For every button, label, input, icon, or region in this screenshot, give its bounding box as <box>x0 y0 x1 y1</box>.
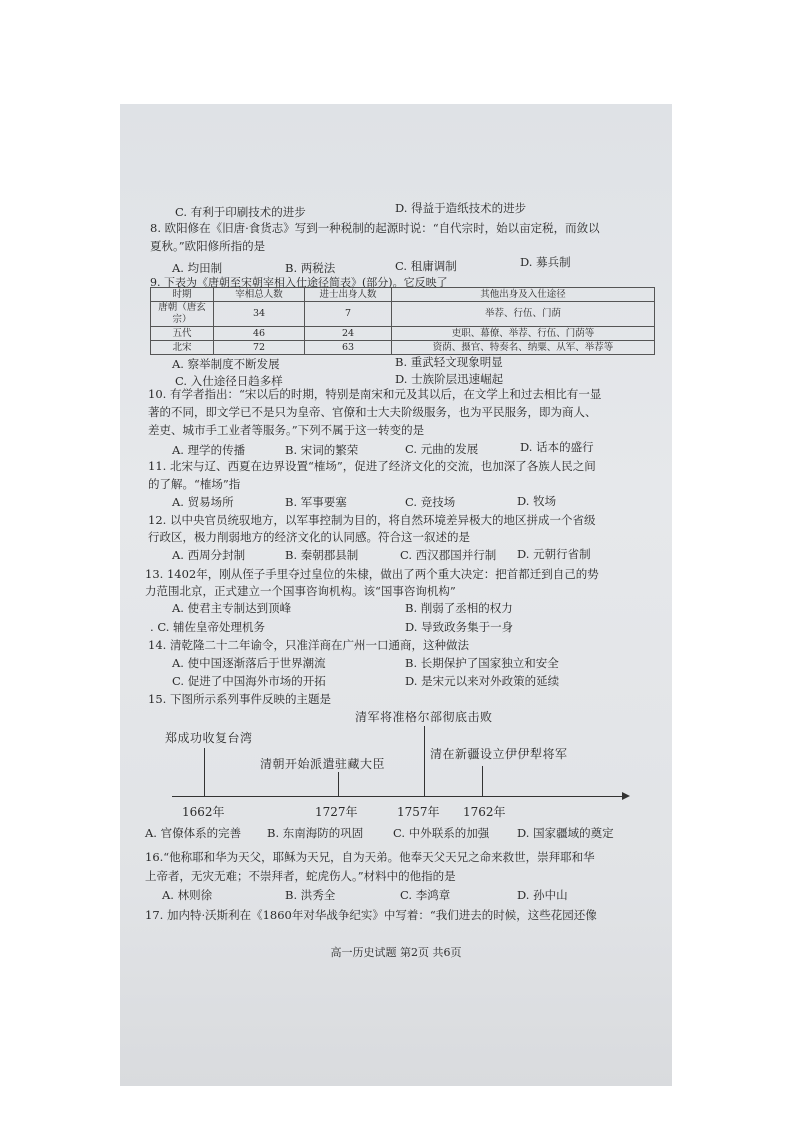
q13-stem-line1: 13. 1402年，刚从侄子手里夺过皇位的朱棣，做出了两个重大决定：把首都迁到自己的势 <box>145 567 599 581</box>
table-cell: 7 <box>305 302 392 327</box>
timeline-event-label: 清军将准格尔部彻底击败 <box>355 710 493 724</box>
table-header-cell: 进士出身人数 <box>305 288 392 302</box>
table-row <box>151 302 655 327</box>
q10-option-a: A. 理学的传播 <box>172 443 246 457</box>
q8-stem-line2: 夏秋。”欧阳修所指的是 <box>150 239 266 253</box>
q8-option-b: B. 两税法 <box>285 261 336 275</box>
table-header-cell: 其他出身及入仕途径 <box>392 288 655 302</box>
table-row <box>151 327 655 341</box>
timeline-arrow-icon <box>622 792 630 800</box>
table-cell: 63 <box>305 341 392 355</box>
q9-option-b: B. 重武轻文现象明显 <box>395 355 503 369</box>
timeline-event-label: 郑成功收复台湾 <box>165 731 253 745</box>
table-cell: 资荫、摄官、特奏名、纳粟、从军、举荐等 <box>392 341 655 355</box>
table-cell: 北宋 <box>151 341 214 355</box>
q15-option-c: C. 中外联系的加强 <box>393 826 490 840</box>
table-cell: 举荐、行伍、门荫 <box>392 302 655 327</box>
q13-option-a: A. 使君主专制达到顶峰 <box>172 601 292 615</box>
table-header-row <box>151 288 655 302</box>
q11-option-c: C. 竞技场 <box>405 495 456 509</box>
q13-stem-line2: 力范围北京，正式建立一个国事咨询机构。该“国事咨询机构” <box>145 584 456 598</box>
q12-option-c: C. 西汉郡国并行制 <box>400 548 497 562</box>
q13-option-b: B. 削弱了丞相的权力 <box>405 601 513 615</box>
q15-stem: 15. 下图所示系列事件反映的主题是 <box>148 692 331 706</box>
q7-option-d: D. 得益于造纸技术的进步 <box>395 201 527 215</box>
table-cell: 46 <box>214 327 305 341</box>
table-cell: 唐朝（唐玄宗） <box>151 302 214 327</box>
q11-stem-line1: 11. 北宋与辽、西夏在边界设置“榷场”，促进了经济文化的交流，也加深了各族人民之间 <box>148 459 596 473</box>
q10-stem-line2: 著的不同，即文学已不是只为皇帝、官僚和士大夫阶级服务，也为平民服务，即为商人、 <box>148 405 597 419</box>
q12-option-a: A. 西周分封制 <box>172 548 246 562</box>
table-header-cell: 时期 <box>151 288 214 302</box>
q13-option-d: D. 导致政务集于一身 <box>405 620 514 634</box>
q15-option-a: A. 官僚体系的完善 <box>145 826 242 840</box>
q9-option-c: C. 入仕途径日趋多样 <box>175 374 283 388</box>
q10-option-c: C. 元曲的发展 <box>405 442 479 456</box>
q9-table <box>150 287 655 355</box>
q15-option-b: B. 东南海防的巩固 <box>267 826 364 840</box>
q16-option-c: C. 李鸿章 <box>400 888 451 902</box>
table-cell: 34 <box>214 302 305 327</box>
timeline-year: 1762年 <box>463 805 506 819</box>
q16-option-a: A. 林则徐 <box>162 888 213 902</box>
q10-option-d: D. 话本的盛行 <box>520 440 594 454</box>
q12-stem-line2: 行政区，极力削弱地方的经济文化的认同感。符合这一叙述的是 <box>148 530 470 544</box>
q7-option-c: C. 有利于印刷技术的进步 <box>175 205 306 219</box>
q13-option-c: . C. 辅佐皇帝处理机务 <box>150 620 266 634</box>
table-cell: 72 <box>214 341 305 355</box>
table-header-cell: 宰相总人数 <box>214 288 305 302</box>
timeline-event-label: 清朝开始派遣驻藏大臣 <box>260 757 386 771</box>
timeline-year: 1757年 <box>397 805 440 819</box>
timeline-axis <box>172 796 622 797</box>
q8-option-d: D. 募兵制 <box>520 255 571 269</box>
q13-option-c-text: C. 辅佐皇帝处理机务 <box>157 620 266 634</box>
q10-option-b: B. 宋词的繁荣 <box>285 443 359 457</box>
q16-stem-line1: 16.“他称耶和华为天父，耶稣为天兄，自为天弟。他奉天父天兄之命来救世，崇拜耶和华 <box>145 850 595 864</box>
timeline-tick <box>424 726 425 796</box>
q14-option-d: D. 是宋元以来对外政策的延续 <box>405 674 560 688</box>
timeline-tick <box>482 766 483 796</box>
q12-stem-line1: 12. 以中央官员统驭地方，以军事控制为目的，将自然环境差异极大的地区拼成一个省级 <box>148 513 596 527</box>
q17-stem-line1: 17. 加内特·沃斯利在《1860年对华战争纪实》中写着：“我们进去的时候，这些花园还像 <box>145 908 597 922</box>
q10-stem-line3: 差吏、城市手工业者等服务。”下列不属于这一转变的是 <box>148 423 425 437</box>
q9-option-a: A. 察举制度不断发展 <box>172 357 280 371</box>
q11-stem-line2: 的了解。“榷场”指 <box>148 477 241 491</box>
timeline-event-label: 清在新疆设立伊伊犁将军 <box>430 747 568 761</box>
q14-option-b: B. 长期保护了国家独立和安全 <box>405 656 559 670</box>
q16-stem-line2: 上帝者，无灾无难；不崇拜者，蛇虎伤人。”材料中的他指的是 <box>145 869 456 883</box>
table-cell: 24 <box>305 327 392 341</box>
q11-option-a: A. 贸易场所 <box>172 495 234 509</box>
q11-option-d: D. 牧场 <box>517 494 557 508</box>
q15-option-d: D. 国家疆域的奠定 <box>517 826 614 840</box>
q8-option-c: C. 租庸调制 <box>395 259 457 273</box>
timeline-tick <box>204 748 205 796</box>
q12-option-b: B. 秦朝郡县制 <box>285 548 359 562</box>
timeline-tick <box>338 772 339 796</box>
q8-option-a: A. 均田制 <box>172 261 223 275</box>
q8-stem-line1: 8. 欧阳修在《旧唐·食货志》写到一种税制的起源时说：“自代宗时，始以亩定税，而敛以 <box>150 221 600 235</box>
q12-option-d: D. 元朝行省制 <box>517 547 591 561</box>
q10-stem-line1: 10. 有学者指出：“宋以后的时期，特别是南宋和元及其以后，在文学上和过去相比有一显 <box>148 387 602 401</box>
q9-option-d: D. 士族阶层迅速崛起 <box>395 372 504 386</box>
timeline-year: 1727年 <box>315 805 358 819</box>
timeline-year: 1662年 <box>182 805 225 819</box>
q14-option-a: A. 使中国逐渐落后于世界潮流 <box>172 656 326 670</box>
table-row <box>151 341 655 355</box>
table-cell: 吏职、幕僚、举荐、行伍、门荫等 <box>392 327 655 341</box>
table-cell: 五代 <box>151 327 214 341</box>
page-footer: 高一历史试题 第2页 共6页 <box>330 946 462 959</box>
q14-option-c: C. 促进了中国海外市场的开拓 <box>172 674 326 688</box>
q16-option-d: D. 孙中山 <box>517 888 568 902</box>
q11-option-b: B. 军事要塞 <box>285 495 347 509</box>
q9-stem: 9. 下表为《唐朝至宋朝宰相入仕途径简表》(部分)。它反映了 <box>150 276 448 289</box>
q14-stem: 14. 清乾隆二十二年谕令，只准洋商在广州一口通商，这种做法 <box>148 638 469 652</box>
q16-option-b: B. 洪秀全 <box>285 888 336 902</box>
